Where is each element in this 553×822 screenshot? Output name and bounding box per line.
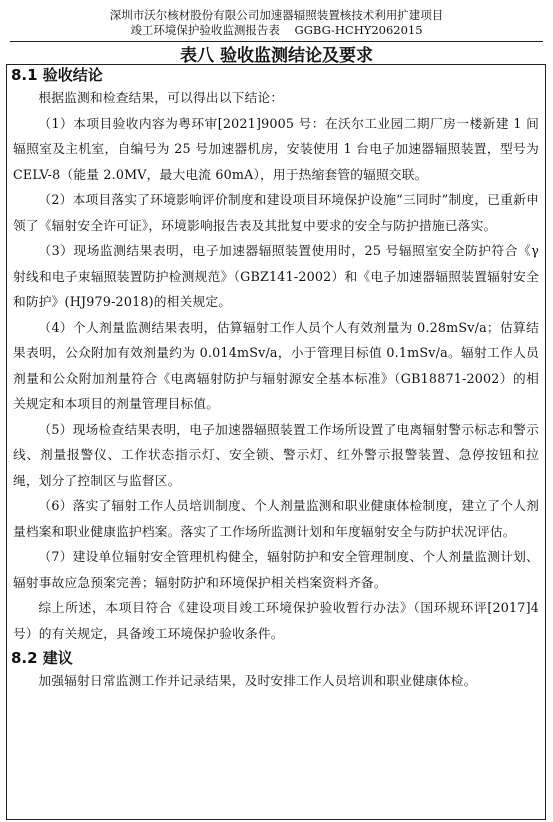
- conclusion-item-4: （4）个人剂量监测结果表明，估算辐射工作人员个人有效剂量为 0.28mSv/a；估算结果表明，公众附加有效剂量约为 0.014mSv/a，小于管理目标值 0.1mSv/a。辐射工作人员剂量和公众附加剂量符合《电离辐射防护与辐射源安全基本标准》（GB18871-2002）的相关规定和本项目的剂量管理目标值。: [13, 319, 539, 411]
- header-report-id: 竣工环境保护验收监测报告表 GGBG-HCHY2062015: [130, 23, 423, 37]
- suggestion-item: 加强辐射日常监测工作并记录结果，及时安排工作人员培训和职业健康体检。: [38, 673, 477, 688]
- conclusion-item-7: （7）建设单位辐射安全管理机构健全，辐射防护和安全管理制度、个人剂量监测计划、辐射事故应急预案完善；辐射防护和环境保护相关档案资料齐备。: [13, 549, 539, 590]
- conclusion-item-5: （5）现场检查结果表明，电子加速器辐照装置工作场所设置了电离辐射警示标志和警示线、剂量报警仪、工作状态指示灯、安全锁、警示灯、红外警示报警装置、急停按钮和拉绳，划分了控制区与监督区。: [13, 421, 539, 488]
- conclusion-summary: 综上所述，本项目符合《建设项目竣工环境保护验收暂行办法》（国环规环评[2017]4 号）的有关规定，具备竣工环境保护验收条件。: [13, 600, 539, 641]
- conclusion-item-1: （1）本项目验收内容为粤环审[2021]9005 号：在沃尔工业园二期厂房一楼新建 1 间辐照室及主机室，自编号为 25 号加速器机房，安装使用 1 台电子加速器辐照装置，型号为 CELV-8（能量 2.0MV，最大电流 60mA），用于热缩套管的辐照交联。: [13, 115, 539, 182]
- conclusion-item-2: （2）本项目落实了环境影响评价制度和建设项目环境保护设施“三同时”制度，已重新申领了《辐射安全许可证》，环境影响报告表及其批复中要求的安全与防护措施已落实。: [13, 192, 539, 233]
- report-header: [0, 0, 553, 38]
- section-heading-conclusion: 8.1 验收结论: [11, 66, 103, 84]
- page-title: 表八 验收监测结论及要求: [180, 46, 373, 66]
- section-heading-suggestions: 8.2 建议: [11, 649, 73, 667]
- conclusion-intro: 根据监测和检查结果，可以得出以下结论：: [38, 90, 284, 105]
- conclusion-item-6: （6）落实了辐射工作人员培训制度、个人剂量监测和职业健康体检制度，建立了个人剂量档案和职业健康监护档案。落实了工作场所监测计划和年度辐射安全与防护状况评估。: [13, 498, 539, 539]
- conclusion-item-3: （3）现场监测结果表明，电子加速器辐照装置使用时，25 号辐照室安全防护符合《γ射线和电子束辐照装置防护检测规范》（GBZ141-2002）和《电子加速器辐照装置辐射安全和防护》(HJ979-2018)的相关规定。: [13, 243, 539, 309]
- header-divider: [10, 41, 543, 42]
- header-project-name: 深圳市沃尔核材股份有限公司加速器辐照装置核技术利用扩建项目: [109, 8, 444, 22]
- conclusion-box: [6, 64, 546, 820]
